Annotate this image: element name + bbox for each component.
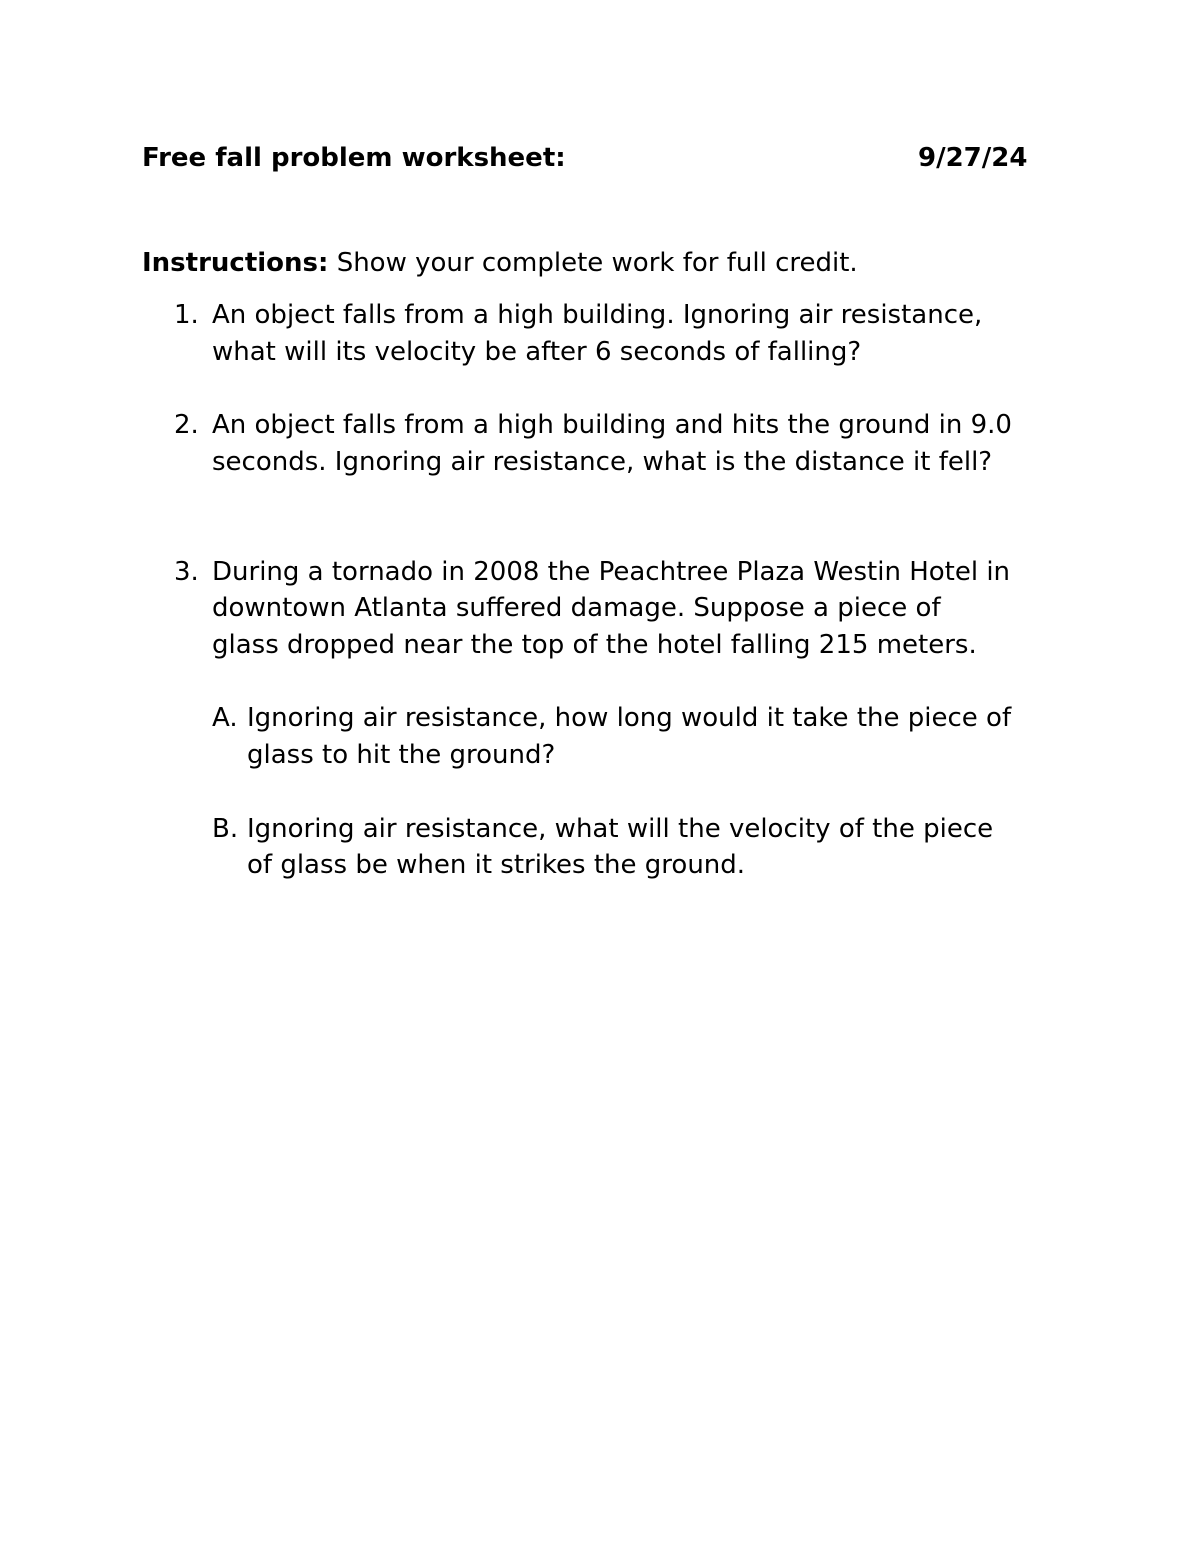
worksheet-title: Free fall problem worksheet: — [142, 143, 566, 173]
question-1-number: 1. — [174, 300, 199, 330]
question-3-number: 3. — [174, 557, 199, 587]
question-1-line-2: what will its velocity be after 6 seconds of falling? — [212, 337, 862, 367]
question-3-part-b-letter: B. — [212, 814, 239, 844]
worksheet-date: 9/27/24 — [918, 143, 1028, 173]
question-1-line-1: An object falls from a high building. Ignoring air resistance, — [212, 300, 983, 330]
instructions-text: Show your complete work for full credit. — [336, 248, 858, 278]
question-3-part-b-line-2: of glass be when it strikes the ground. — [247, 850, 746, 880]
question-3-line-1: During a tornado in 2008 the Peachtree Plaza Westin Hotel in — [212, 557, 1011, 587]
question-2-number: 2. — [174, 410, 199, 440]
question-2-line-1: An object falls from a high building and hits the ground in 9.0 — [212, 410, 1012, 440]
instructions — [142, 245, 858, 281]
instructions-label: Instructions: — [142, 248, 329, 278]
question-3-part-b-line-1: Ignoring air resistance, what will the velocity of the piece — [247, 814, 994, 844]
question-3-part-a-letter: A. — [212, 703, 238, 733]
question-2-line-2: seconds. Ignoring air resistance, what is the distance it fell? — [212, 447, 993, 477]
question-3-part-a-line-1: Ignoring air resistance, how long would it take the piece of — [247, 703, 1012, 733]
question-3-part-a-line-2: glass to hit the ground? — [247, 740, 556, 770]
question-3-line-2: downtown Atlanta suffered damage. Suppose a piece of — [212, 593, 941, 623]
question-3-line-3: glass dropped near the top of the hotel falling 215 meters. — [212, 630, 977, 660]
